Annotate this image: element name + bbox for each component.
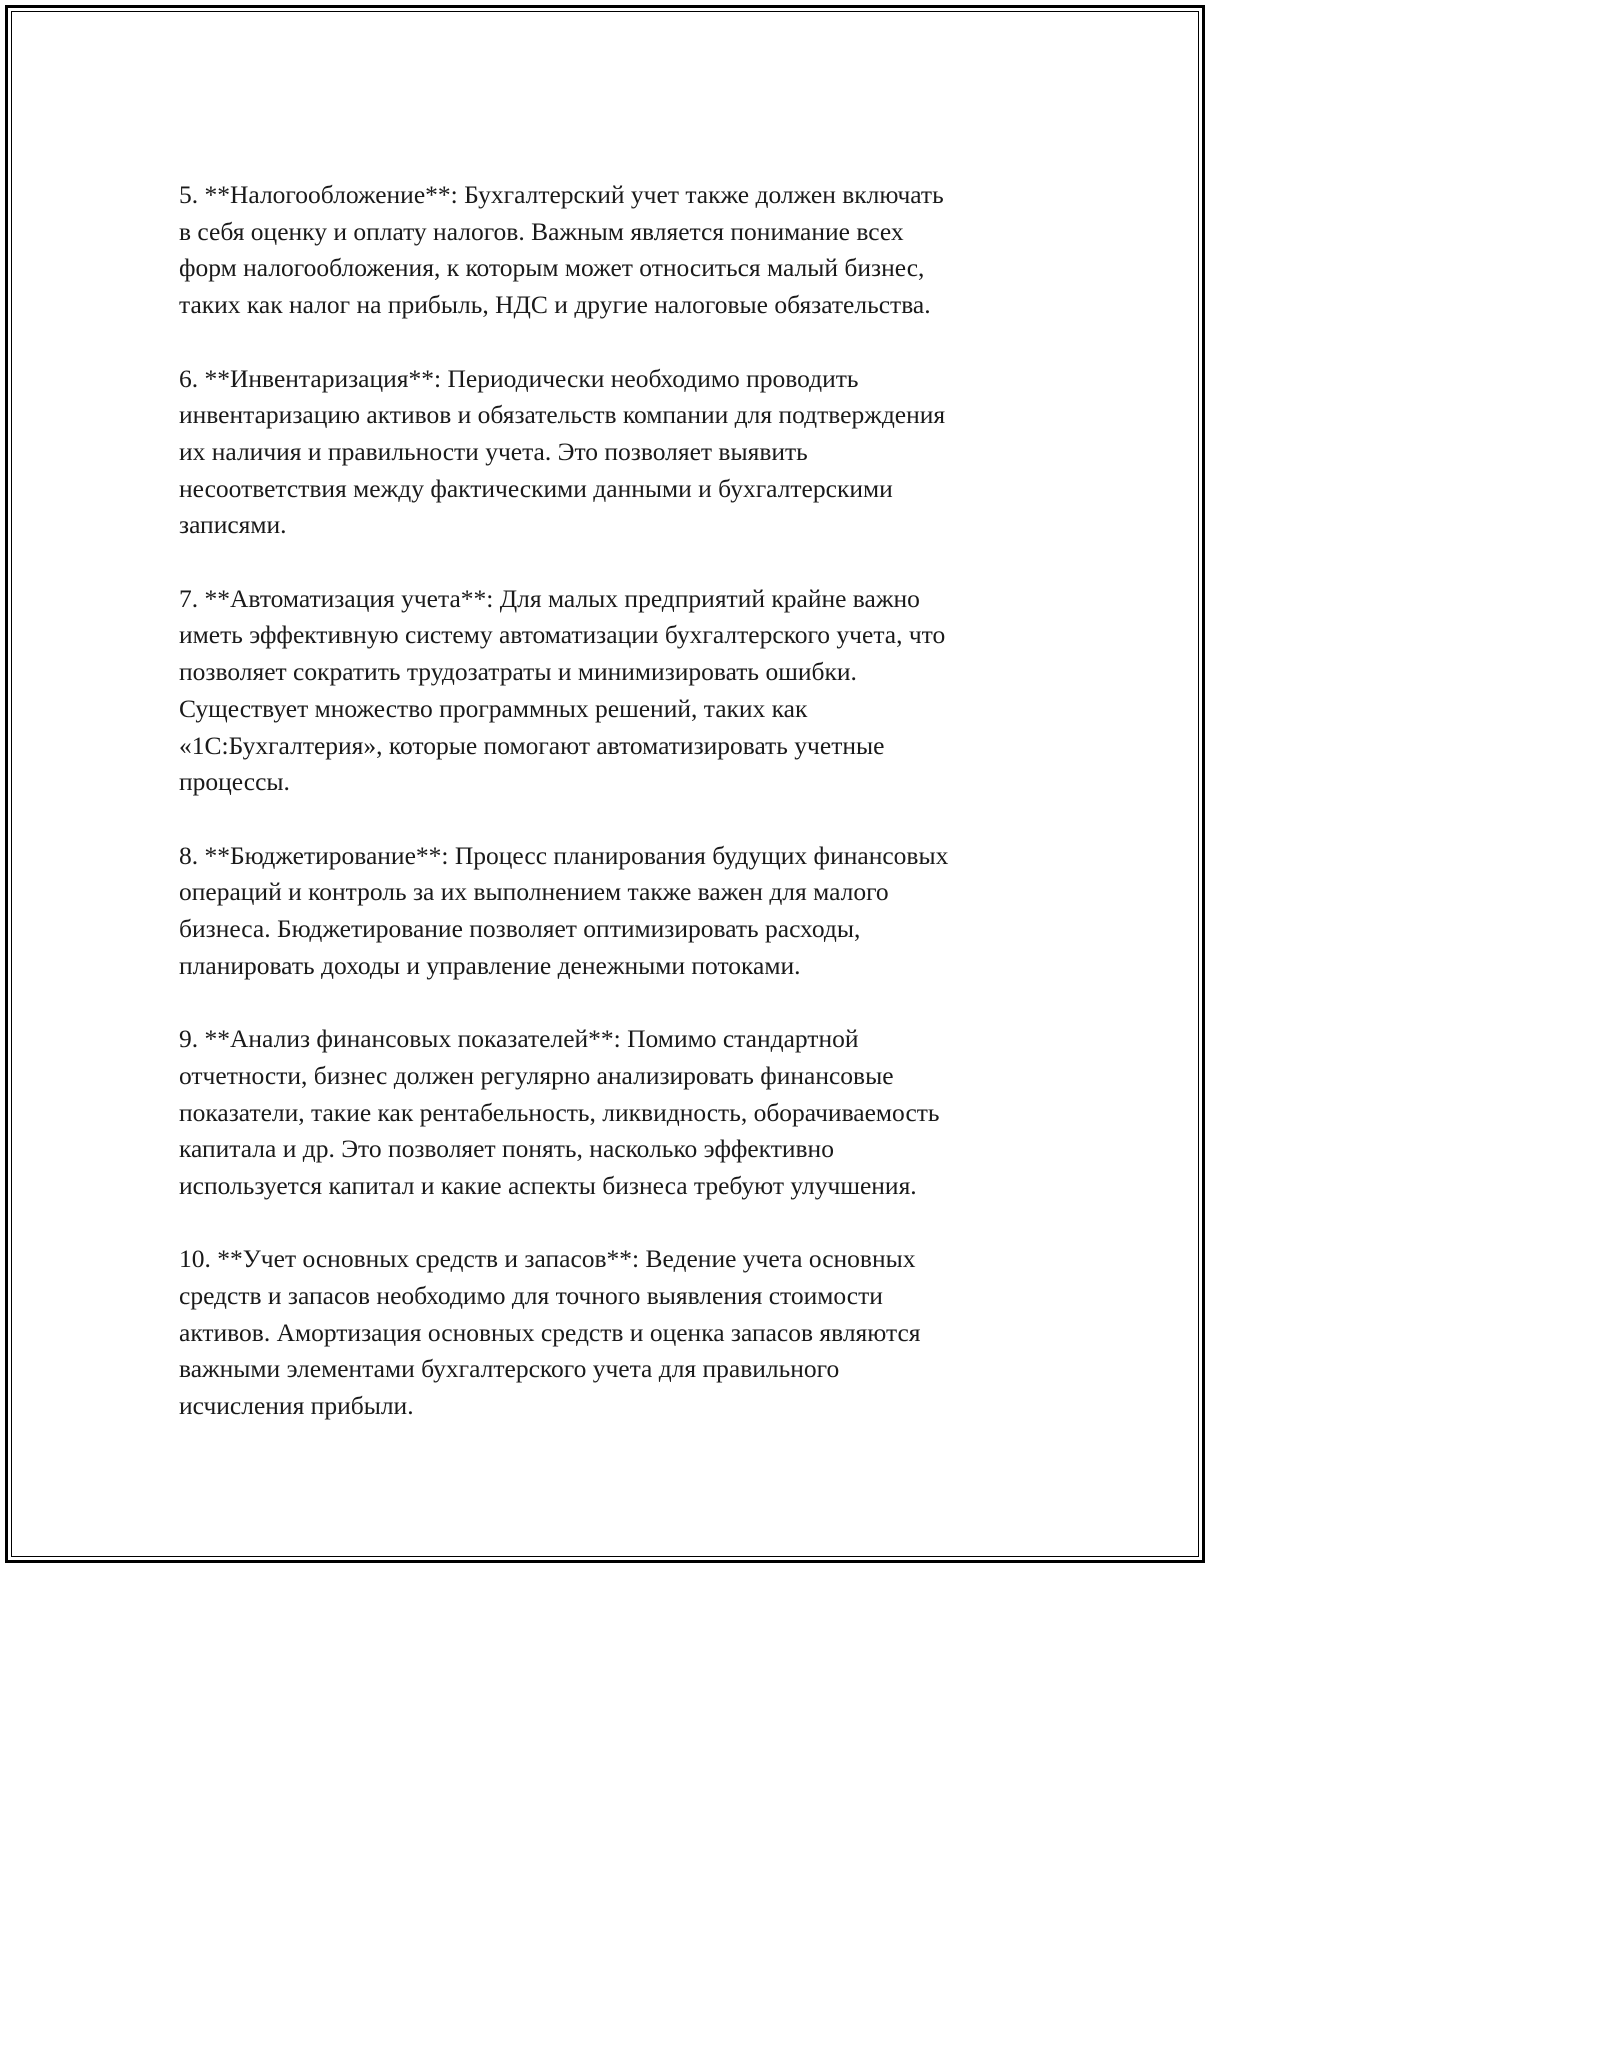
paragraph-line: показатели, такие как рентабельность, ликвидность, оборачиваемость <box>179 1097 940 1127</box>
paragraph-10-fixed-assets <box>179 1241 1039 1425</box>
paragraph-8-budgeting <box>179 838 1039 985</box>
paragraph-line: важными элементами бухгалтерского учета для правильного <box>179 1354 840 1384</box>
paragraph-line: в себя оценку и оплату налогов. Важным является понимание всех <box>179 216 904 246</box>
paragraph-line: иметь эффективную систему автоматизации бухгалтерского учета, что <box>179 620 946 650</box>
paragraph-line: Существует множество программных решений, таких как <box>179 693 808 723</box>
paragraph-line: «1С:Бухгалтерия», которые помогают автоматизировать учетные <box>179 730 885 760</box>
paragraph-line: средств и запасов необходимо для точного выявления стоимости <box>179 1281 883 1311</box>
paragraph-line: 6. **Инвентаризация**: Периодически необходимо проводить <box>179 363 859 393</box>
paragraph-line: 9. **Анализ финансовых показателей**: Помимо стандартной <box>179 1024 859 1054</box>
paragraph-line: процессы. <box>179 767 290 797</box>
paragraph-9-financial-analysis <box>179 1021 1039 1205</box>
document-body <box>179 177 1039 1462</box>
paragraph-line: несоответствия между фактическими данными и бухгалтерскими <box>179 473 893 503</box>
paragraph-line: 8. **Бюджетирование**: Процесс планирования будущих финансовых <box>179 840 949 870</box>
paragraph-7-automation <box>179 581 1039 801</box>
paragraph-line: используется капитал и какие аспекты бизнеса требуют улучшения. <box>179 1170 917 1200</box>
paragraph-line: инвентаризацию активов и обязательств компании для подтверждения <box>179 400 946 430</box>
paragraph-line: позволяет сократить трудозатраты и минимизировать ошибки. <box>179 657 857 687</box>
paragraph-line: таких как налог на прибыль, НДС и другие налоговые обязательства. <box>179 290 931 320</box>
paragraph-line: 7. **Автоматизация учета**: Для малых предприятий крайне важно <box>179 583 920 613</box>
paragraph-line: исчисления прибыли. <box>179 1391 414 1421</box>
paragraph-line: 10. **Учет основных средств и запасов**: Ведение учета основных <box>179 1244 916 1274</box>
paragraph-line: 5. **Налогообложение**: Бухгалтерский учет также должен включать <box>179 180 944 209</box>
paragraph-line: отчетности, бизнес должен регулярно анализировать финансовые <box>179 1060 894 1090</box>
paragraph-line: их наличия и правильности учета. Это позволяет выявить <box>179 436 808 466</box>
paragraph-6-inventory <box>179 361 1039 545</box>
paragraph-5-taxation <box>179 177 1039 324</box>
paragraph-line: бизнеса. Бюджетирование позволяет оптимизировать расходы, <box>179 914 861 944</box>
paragraph-line: форм налогообложения, к которым может относиться малый бизнес, <box>179 253 925 283</box>
paragraph-line: операций и контроль за их выполнением также важен для малого <box>179 877 889 907</box>
paragraph-line: капитала и др. Это позволяет понять, насколько эффективно <box>179 1134 834 1164</box>
paragraph-line: активов. Амортизация основных средств и оценка запасов являются <box>179 1317 921 1347</box>
paragraph-line: записями. <box>179 510 287 540</box>
paragraph-line: планировать доходы и управление денежными потоками. <box>179 950 801 980</box>
